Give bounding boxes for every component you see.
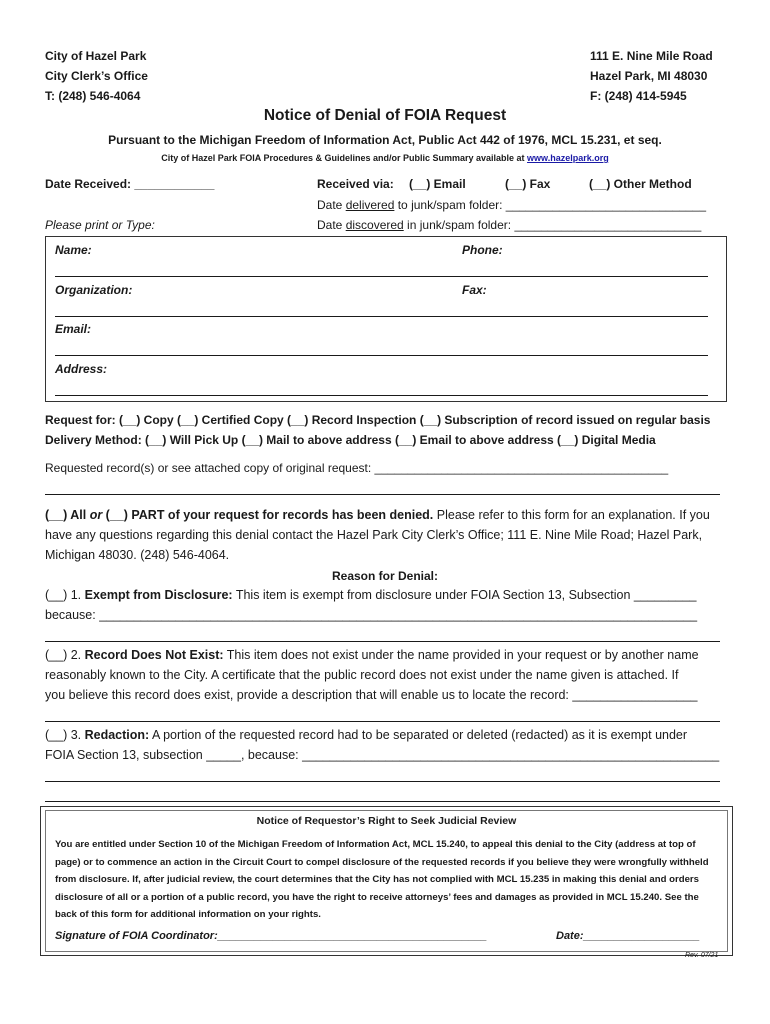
reason-1-checkbox[interactable]: (__) 1.: [45, 588, 85, 602]
requested-records-field[interactable]: Requested record(s) or see attached copy of original request: ____________________________________________: [45, 461, 669, 475]
website-link[interactable]: www.hazelpark.org: [527, 153, 609, 163]
denial-statement: [45, 508, 710, 522]
print-instruction: Please print or Type:: [45, 218, 155, 232]
delivery-method-options[interactable]: Delivery Method: (__) Will Pick Up (__) Mail to above address (__) Email to above address (__) Digital Media: [45, 433, 656, 447]
clerk-office: City Clerk’s Office: [45, 69, 148, 83]
reason-redaction[interactable]: [45, 728, 687, 742]
reason-2-line[interactable]: [45, 721, 720, 722]
page-subtitle: Pursuant to the Michigan Freedom of Information Act, Public Act 442 of 1976, MCL 15.231, et seq.: [108, 133, 662, 147]
reason-2-title: Record Does Not Exist:: [84, 648, 224, 662]
requested-records-line[interactable]: [45, 494, 720, 495]
date-discovered-field[interactable]: [317, 218, 701, 232]
discovered-prefix: Date: [317, 218, 346, 232]
notice-body: You are entitled under Section 10 of the Michigan Freedom of Information Act, MCL 15.240, to appeal this denial to the City (address at top of page) or to commence an action in the Circuit Court to compel disclosure of the requested records if you believe they were wrongfully withheld from disclosure. If, after judicial review, the court determines that the City has not complied with MCL 15.235 in making this denial and orders disclosure of all or a portion of a public record, you have the right to receive attorneys’ fees and damages as provided in MCL 15.240. See the back of this form for additional information on your rights.: [55, 839, 709, 920]
discovered-suffix: in junk/spam folder: ____________________________: [403, 218, 702, 232]
reason-3-checkbox[interactable]: (__) 3.: [45, 728, 85, 742]
date-received-field[interactable]: Date Received: ____________: [45, 177, 215, 191]
reason-2-line3[interactable]: you believe this record does exist, provide a description that will enable us to locate the record: __________________: [45, 688, 698, 702]
denial-all-checkbox[interactable]: (__) All: [45, 508, 90, 522]
fax-number: F: (248) 414-5945: [590, 89, 687, 103]
reason-3-title: Redaction:: [84, 728, 150, 742]
street-address: 111 E. Nine Mile Road: [590, 49, 713, 63]
denial-instruction: Please refer to this form for an explanation. If you: [433, 508, 710, 522]
address-label: Address:: [55, 362, 108, 376]
organization-fax-line[interactable]: [55, 316, 708, 317]
city-state-zip: Hazel Park, MI 48030: [590, 69, 708, 83]
reason-3-line-a[interactable]: [45, 781, 720, 782]
denial-contact-line: have any questions regarding this denial contact the Hazel Park City Clerk’s Office; 111 E. Nine Mile Road; Hazel Park,: [45, 528, 703, 542]
reason-2-text: This item does not exist under the name provided in your request or by another name: [223, 648, 699, 662]
city-name: City of Hazel Park: [45, 49, 147, 63]
received-via-other-checkbox[interactable]: (__) Other Method: [589, 177, 692, 191]
received-via-email-checkbox[interactable]: (__) Email: [409, 177, 466, 191]
organization-label: Organization:: [55, 283, 133, 297]
phone-label: Phone:: [462, 243, 503, 257]
request-for-options[interactable]: Request for: (__) Copy (__) Certified Copy (__) Record Inspection (__) Subscription of record issued on regular basis: [45, 413, 711, 427]
reason-3-text: A portion of the requested record had to be separated or deleted (redacted) as it is exempt under: [149, 728, 688, 742]
page-title: Notice of Denial of FOIA Request: [263, 107, 507, 124]
received-via-label: Received via:: [317, 177, 394, 191]
reason-2-line2: reasonably known to the City. A certificate that the public record does not exist under the name given is attached. If: [45, 668, 679, 682]
reason-3-line-b[interactable]: [45, 801, 720, 802]
reason-3-line2[interactable]: FOIA Section 13, subsection _____, because: ____________________________________________________________: [45, 748, 720, 762]
discovered-word: discovered: [345, 218, 404, 232]
delivered-suffix: to junk/spam folder: ______________________________: [394, 198, 706, 212]
coordinator-signature-field[interactable]: Signature of FOIA Coordinator:____________________________________________: [55, 930, 487, 942]
requester-info-box: [45, 236, 727, 402]
reason-exempt[interactable]: [45, 588, 696, 602]
reason-1-title: Exempt from Disclosure:: [84, 588, 233, 602]
address-line[interactable]: [55, 395, 708, 396]
revision-label: Rev. 07/21: [685, 952, 719, 959]
notice-title: Notice of Requestor’s Right to Seek Judicial Review: [256, 815, 517, 827]
reason-2-checkbox[interactable]: (__) 2.: [45, 648, 85, 662]
delivered-word: delivered: [345, 198, 395, 212]
name-phone-line[interactable]: [55, 276, 708, 277]
signature-date-field[interactable]: Date:___________________: [556, 930, 700, 942]
phone-number: T: (248) 546-4064: [45, 89, 141, 103]
delivered-prefix: Date: [317, 198, 346, 212]
reason-not-exist[interactable]: [45, 648, 699, 662]
reason-1-text: This item is exempt from disclosure under FOIA Section 13, Subsection _________: [232, 588, 697, 602]
procedures-text: City of Hazel Park FOIA Procedures & Guidelines and/or Public Summary available at: [161, 153, 528, 163]
denial-contact-address: Michigan 48030. (248) 546-4064.: [45, 548, 230, 562]
procedures-line: [0, 153, 770, 163]
denial-part-checkbox[interactable]: (__) PART of your request for records has been denied.: [102, 508, 434, 522]
received-via-fax-checkbox[interactable]: (__) Fax: [505, 177, 551, 191]
email-label: Email:: [55, 322, 92, 336]
reason-heading: Reason for Denial:: [331, 569, 439, 583]
reason-1-line[interactable]: [45, 641, 720, 642]
reason-exempt-because[interactable]: because: ______________________________________________________________________________________: [45, 608, 698, 622]
email-line[interactable]: [55, 355, 708, 356]
date-delivered-field[interactable]: [317, 198, 706, 212]
fax-label: Fax:: [462, 283, 487, 297]
denial-or: or: [89, 508, 103, 522]
name-label: Name:: [55, 243, 92, 257]
